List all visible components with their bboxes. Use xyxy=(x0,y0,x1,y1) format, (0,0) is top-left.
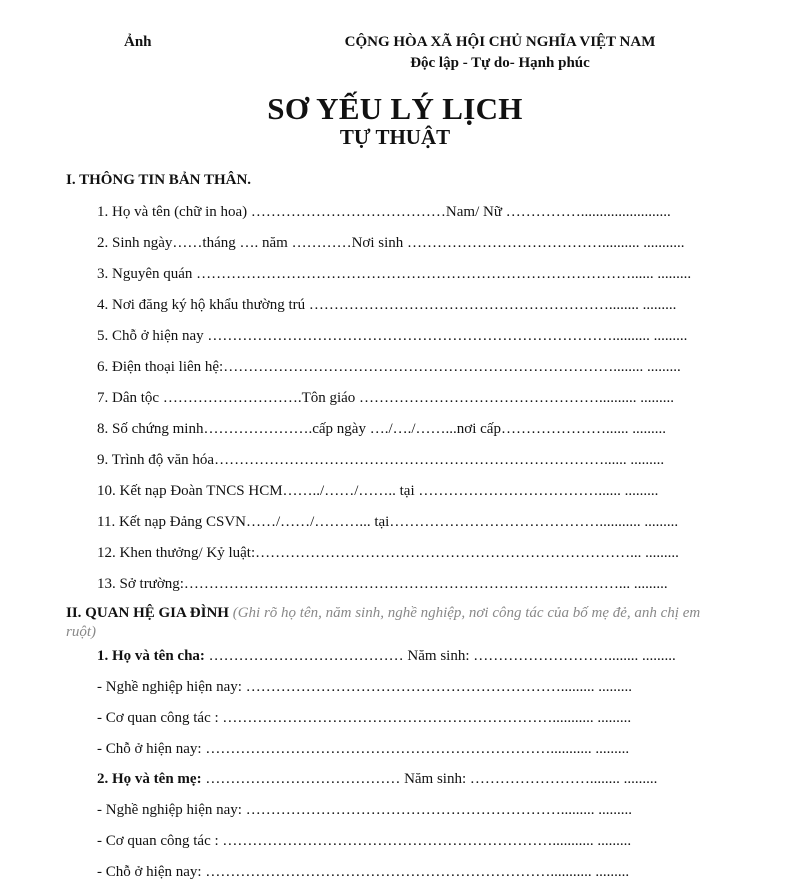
mother-name-label: 2. Họ và tên mẹ: xyxy=(97,771,202,787)
field-youth-union: 10. Kết nạp Đoàn TNCS HCM……../……/…….. tại ………………………………...... ......... xyxy=(97,483,659,499)
field-mother-address: - Chỗ ở hiện nay: ……………………………………………………………........... ......... xyxy=(97,864,630,880)
section-heading-family-title: II. QUAN HỆ GIA ĐÌNH xyxy=(66,605,229,621)
field-father-workplace: - Cơ quan công tác : …………………………………………………………........... ......... xyxy=(97,710,632,726)
section-heading-family-note: (Ghi rõ họ tên, năm sinh, nghề nghiệp, nơi công tác của bố mẹ đẻ, anh chị em ruột) xyxy=(66,605,701,640)
field-ethnicity-religion: 7. Dân tộc ……………………….Tôn giáo ………………………………………….......... ......... xyxy=(97,390,675,406)
field-mother-occupation: - Nghề nghiệp hiện nay: ………………………………………………………......... ......... xyxy=(97,802,632,818)
field-father-name xyxy=(97,646,712,666)
field-current-address: 5. Chỗ ở hiện nay ……………………………………………………………………….......... ......... xyxy=(97,328,688,344)
document-title: SƠ YẾU LÝ LỊCH xyxy=(267,91,523,126)
field-father-address: - Chỗ ở hiện nay: ……………………………………………………………........... ......... xyxy=(97,741,630,757)
national-title: CỘNG HÒA XÃ HỘI CHỦ NGHĨA VIỆT NAM xyxy=(344,34,656,50)
section-heading-personal-info: I. THÔNG TIN BẢN THÂN. xyxy=(66,172,252,188)
field-education: 9. Trình độ văn hóa……………………………………………………………………...... ......... xyxy=(97,452,665,468)
father-name-blank: ………………………………… Năm sinh: ………………………........ ......... xyxy=(204,648,676,664)
field-rewards-discipline: 12. Khen thưởng/ Kỷ luật:…………………………………………………………………... ......... xyxy=(97,545,679,561)
field-party-membership: 11. Kết nạp Đảng CSVN……/……/………... tại……………………………………........... ......... xyxy=(97,514,679,530)
field-mother-workplace: - Cơ quan công tác : …………………………………………………………........... ......... xyxy=(97,833,632,849)
field-id-card: 8. Số chứng minh………………….cấp ngày …./…./……...nơi cấp…………………...... ......... xyxy=(97,421,666,437)
father-name-label: 1. Họ và tên cha: xyxy=(97,648,205,664)
field-hometown: 3. Nguyên quán ……………………………………………………………………………...... ......... xyxy=(97,266,692,282)
field-full-name: 1. Họ và tên (chữ in hoa) …………………………………Nam/ Nữ ……………........................ xyxy=(97,204,671,220)
mother-name-blank: ………………………………… Năm sinh: ……………………........ ......... xyxy=(201,771,658,787)
section-heading-family xyxy=(66,604,731,642)
field-birth-date-place: 2. Sinh ngày……tháng …. năm …………Nơi sinh ………………………………….......... ........... xyxy=(97,235,685,251)
national-motto: Độc lập - Tự do- Hạnh phúc xyxy=(410,55,590,71)
field-father-occupation: - Nghề nghiệp hiện nay: ………………………………………………………......... ......... xyxy=(97,679,632,695)
field-phone: 6. Điện thoại liên hệ:……………………………………………………………………........ ......... xyxy=(97,359,681,375)
photo-placeholder-label: Ảnh xyxy=(124,34,152,50)
field-strengths: 13. Sở trường:……………………………………………………………………………... ......... xyxy=(97,576,668,592)
field-permanent-address: 4. Nơi đăng ký hộ khẩu thường trú ……………………………………………………........ ......... xyxy=(97,297,677,313)
field-mother-name xyxy=(97,769,712,789)
document-subtitle: TỰ THUẬT xyxy=(339,125,451,149)
